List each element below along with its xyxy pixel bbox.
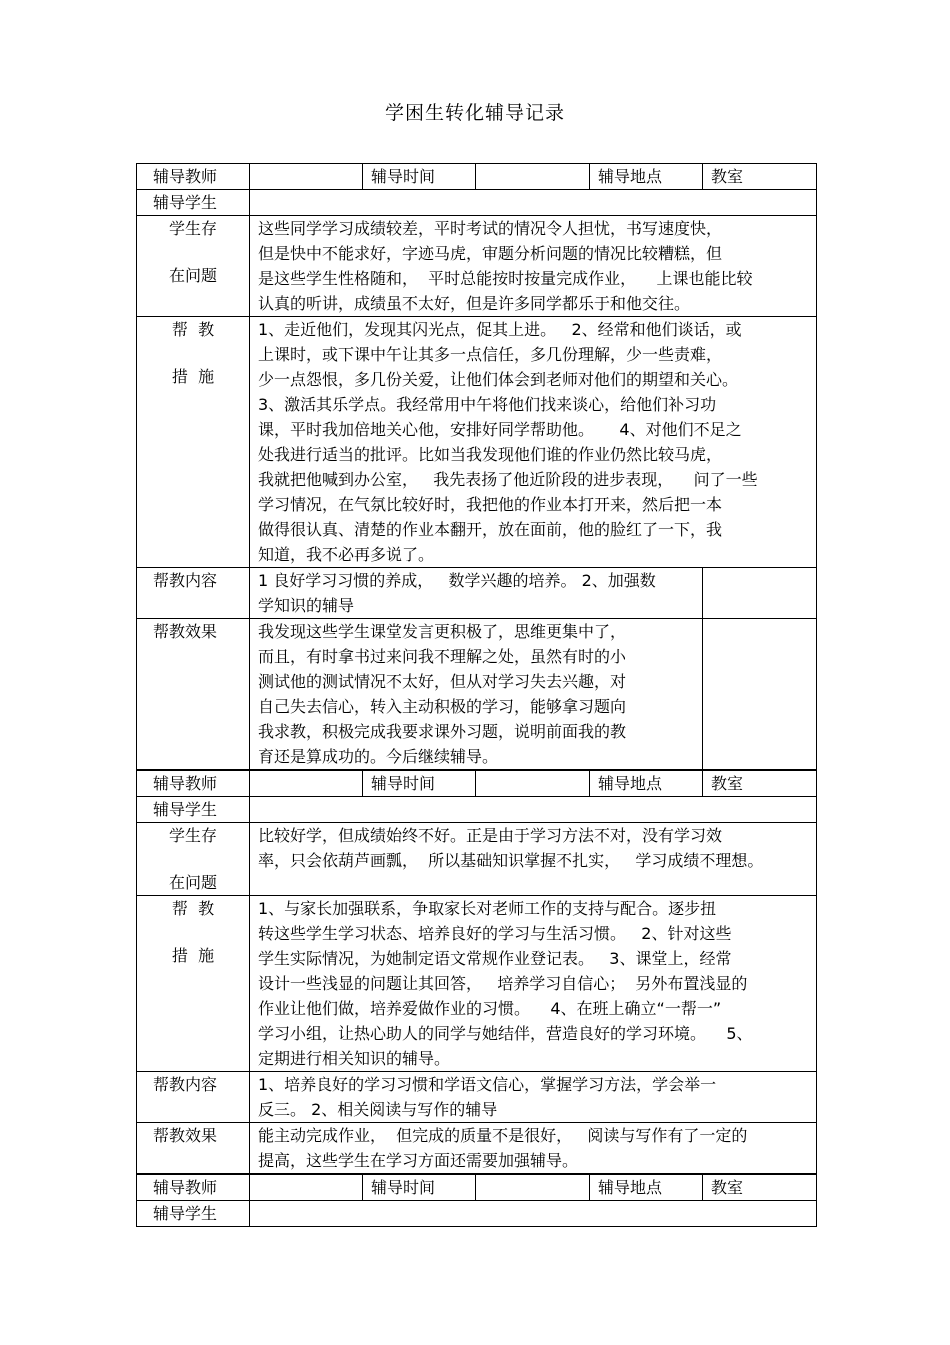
- place-value: 教室: [703, 770, 817, 797]
- time-label: 辅导时间: [363, 164, 476, 190]
- teacher-label: 辅导教师: [137, 164, 250, 190]
- problem-label-line1: 学生存: [168, 826, 217, 845]
- teacher-value: [250, 770, 363, 797]
- record2-content-text: 1、培养良好的学习习惯和学语文信心，掌握学习方法，学会举一 反三。 2、相关阅读与写作的辅导: [250, 1072, 817, 1123]
- measures-label: [137, 896, 250, 1072]
- time-label: 辅导时间: [363, 1174, 476, 1201]
- student-label: 辅导学生: [137, 190, 250, 216]
- effect-label: 帮教效果: [137, 619, 250, 771]
- page-title: 学困生转化辅导记录: [384, 102, 565, 124]
- teacher-value: [250, 164, 363, 190]
- problem-label: [137, 216, 250, 317]
- problem-label-line1: 学生存: [168, 219, 217, 238]
- student-value: [250, 190, 817, 216]
- problem-label-line2: 在问题: [168, 266, 217, 285]
- content-label: 帮教内容: [137, 568, 250, 619]
- record1-content-row: [137, 568, 817, 619]
- student-label: 辅导学生: [137, 1201, 250, 1227]
- student-label: 辅导学生: [137, 797, 250, 823]
- record1-problem-text: 这些同学学习成绩较差，平时考试的情况令人担忧，书写速度快， 但是快中不能求好，字迹马虎，审题分析问题的情况比较糟糕，但 是这些学生性格随和， 平时总能按时按量完成作业， 上课也能比较 认真的听讲，成绩虽不太好，但是许多同学都乐于和他交往。: [250, 216, 817, 317]
- record2-problem-text: 比较好学，但成绩始终不好。正是由于学习方法不对，没有学习效 率，只会依葫芦画瓢， 所以基础知识掌握不扎实， 学习成绩不理想。: [250, 823, 817, 896]
- teacher-value: [250, 1174, 363, 1201]
- record3-header-row: [137, 1174, 817, 1201]
- measures-label-line2: 措 施: [171, 946, 215, 965]
- problem-label-line2: 在问题: [168, 873, 217, 892]
- place-value: 教室: [703, 164, 817, 190]
- record1-student-row: [137, 190, 817, 216]
- measures-label-line2: 措 施: [171, 367, 215, 386]
- place-label: 辅导地点: [590, 164, 703, 190]
- record2-header-row: [137, 770, 817, 797]
- content-label: 帮教内容: [137, 1072, 250, 1123]
- record1-measures-text: 1、走近他们，发现其闪光点，促其上进。 2、经常和他们谈话，或 上课时，或下课中午让其多一点信任，多几份理解，少一些责难， 少一点怨恨，多几份关爱，让他们体会到老师对他们的期望和关心。 3、激活其乐学点。我经常用中午将他们找来谈心，给他们补习功 课，平时我加倍地关心他，安排好同学帮助他。 4、对他们不足之 处我进行适当的批评。比如当我发现他们谁的作业仍然比较马虎， 我就把他喊到办公室， 我先表扬了他近阶段的进步表现， 问了一些 学习情况，在气氛比较好时，我把他的作业本打开来，然后把一本 做得很认真、清楚的作业本翻开，放在面前，他的脸红了一下，我 知道，我不必再多说了。: [250, 317, 817, 568]
- measures-label-line1: 帮 教: [171, 320, 215, 339]
- problem-label: [137, 823, 250, 896]
- time-label: 辅导时间: [363, 770, 476, 797]
- record-table: [136, 163, 817, 1227]
- record2-effect-row: [137, 1123, 817, 1175]
- record2-measures-text: 1、与家长加强联系，争取家长对老师工作的支持与配合。逐步扭 转这些学生学习状态、培养良好的学习与生活习惯。 2、针对这些 学生实际情况，为她制定语文常规作业登记表。 3、课堂上，经常 设计一些浅显的问题让其回答， 培养学习自信心； 另外布置浅显的 作业让他们做，培养爱做作业的习惯。 4、在班上确立“一帮一” 学习小组，让热心助人的同学与她结伴，营造良好的学习环境。 5、 定期进行相关知识的辅导。: [250, 896, 817, 1072]
- place-value: 教室: [703, 1174, 817, 1201]
- time-value: [476, 164, 590, 190]
- teacher-label: 辅导教师: [137, 770, 250, 797]
- place-label: 辅导地点: [590, 1174, 703, 1201]
- record3-student-row: [137, 1201, 817, 1227]
- teacher-label: 辅导教师: [137, 1174, 250, 1201]
- record2-effect-text: 能主动完成作业， 但完成的质量不是很好， 阅读与写作有了一定的 提高，这些学生在学习方面还需要加强辅导。: [250, 1123, 817, 1175]
- record1-content-extra: [703, 568, 817, 619]
- record1-effect-text: 我发现这些学生课堂发言更积极了，思维更集中了， 而且，有时拿书过来问我不理解之处，虽然有时的小 测试他的测试情况不太好，但从对学习失去兴趣，对 自己失去信心，转入主动积极的学习，能够拿习题向 我求教，积极完成我要求课外习题，说明前面我的教 育还是算成功的。今后继续辅导。: [250, 619, 703, 771]
- record1-content-text: 1 良好学习习惯的养成， 数学兴趣的培养。 2、加强数 学知识的辅导: [250, 568, 703, 619]
- record2-student-row: [137, 797, 817, 823]
- time-value: [476, 770, 590, 797]
- student-value: [250, 797, 817, 823]
- time-value: [476, 1174, 590, 1201]
- record1-effect-row: [137, 619, 817, 771]
- student-value: [250, 1201, 817, 1227]
- record2-problem-row: [137, 823, 817, 896]
- effect-label: 帮教效果: [137, 1123, 250, 1175]
- record2-measures-row: [137, 896, 817, 1072]
- record1-effect-extra: [703, 619, 817, 771]
- measures-label-line1: 帮 教: [171, 899, 215, 918]
- place-label: 辅导地点: [590, 770, 703, 797]
- record1-problem-row: [137, 216, 817, 317]
- record2-content-row: [137, 1072, 817, 1123]
- record1-measures-row: [137, 317, 817, 568]
- measures-label: [137, 317, 250, 568]
- record1-header-row: [137, 164, 817, 190]
